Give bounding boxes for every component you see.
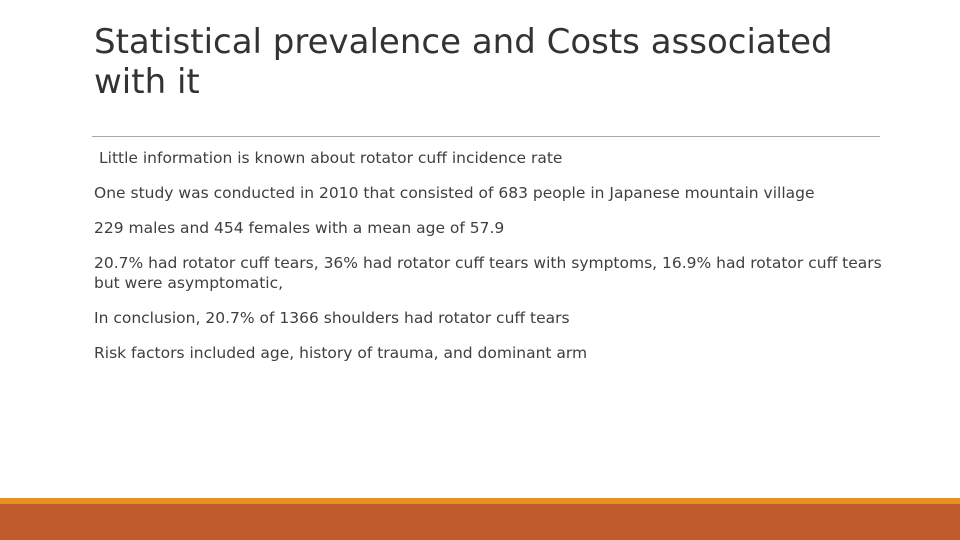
bullet-list — [94, 148, 884, 378]
title-divider — [92, 136, 880, 137]
bullet-item: 20.7% had rotator cuff tears, 36% had rotator cuff tears with symptoms, 16.9% had rotator cuff tears but were asymptomatic, — [94, 254, 882, 292]
bullet-item: One study was conducted in 2010 that consisted of 683 people in Japanese mountain village — [94, 184, 815, 202]
footer-band — [0, 504, 960, 540]
bullet-item: Little information is known about rotator cuff incidence rate — [99, 149, 563, 167]
bullet-item: Risk factors included age, history of trauma, and dominant arm — [94, 344, 588, 362]
bullet-item: 229 males and 454 females with a mean age of 57.9 — [94, 219, 505, 237]
bullet-item: In conclusion, 20.7% of 1366 shoulders had rotator cuff tears — [94, 309, 570, 327]
slide-title: Statistical prevalence and Costs associated with it — [94, 22, 833, 102]
